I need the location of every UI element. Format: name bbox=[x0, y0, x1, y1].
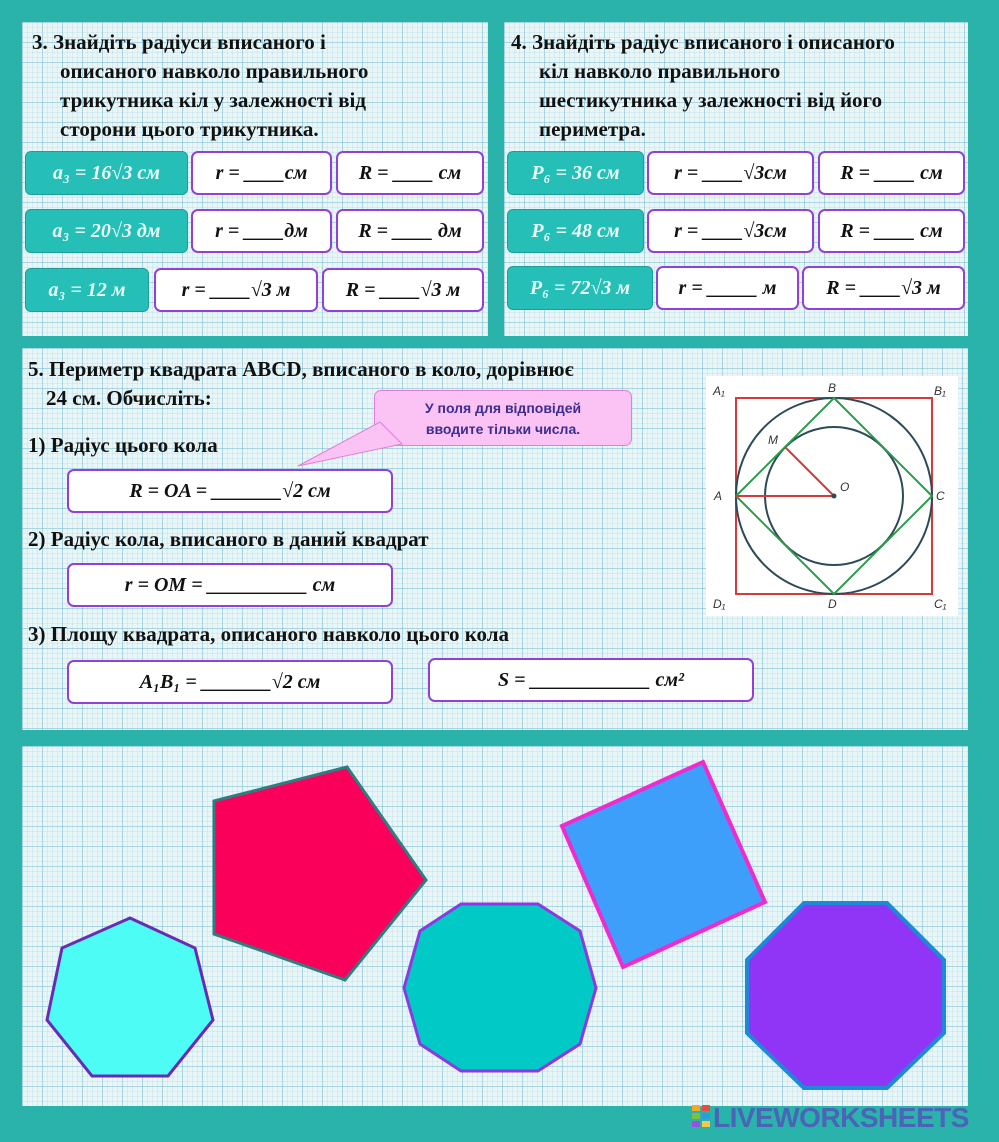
task4-r-answer-3[interactable]: r = _____ м bbox=[656, 266, 799, 310]
task3-line2: описаного навколо правильного bbox=[60, 59, 369, 83]
task3-line1: 3. Знайдіть радіуси вписаного і bbox=[32, 30, 326, 54]
label-A1: A₁ bbox=[713, 384, 725, 398]
task4-given-1: P₆ = 36 см bbox=[507, 151, 644, 195]
octagon-shape[interactable] bbox=[747, 903, 944, 1088]
task4-R-answer-1[interactable]: R = ____ см bbox=[818, 151, 965, 195]
task5-line2: 24 см. Обчисліть: bbox=[46, 386, 212, 410]
task5-question3: 3) Площу квадрата, описаного навколо цього кола bbox=[28, 622, 510, 646]
task4-r-answer-2[interactable]: r = ____√3см bbox=[647, 209, 814, 253]
label-D1: D₁ bbox=[713, 597, 726, 611]
task5-answer-A1B1[interactable]: A₁B₁ = _______√2 см bbox=[67, 660, 393, 704]
task3-r-answer-2[interactable]: r = ____дм bbox=[191, 209, 332, 253]
liveworksheets-logo bbox=[690, 1101, 969, 1135]
hint-line2: вводите тільки числа. bbox=[425, 421, 581, 437]
task4-line3: шестикутника у залежності від його bbox=[539, 88, 883, 112]
label-C: C bbox=[936, 489, 945, 503]
label-D: D bbox=[828, 597, 837, 611]
task5-answer-S[interactable]: S = ____________ см² bbox=[428, 658, 754, 702]
task3-line4: сторони цього трикутника. bbox=[60, 117, 319, 141]
task5-question1: 1) Радіус цього кола bbox=[28, 433, 218, 457]
heptagon-shape[interactable] bbox=[47, 918, 213, 1076]
task3-given-1: a₃ = 16√3 см bbox=[25, 151, 188, 195]
task4-given-2: P₆ = 48 см bbox=[507, 209, 644, 253]
square-shape[interactable] bbox=[562, 762, 765, 967]
live-badge-icon bbox=[690, 1103, 712, 1133]
task4-r-answer-1[interactable]: r = ____√3см bbox=[647, 151, 814, 195]
task5-question2: 2) Радіус кола, вписаного в даний квадрат bbox=[28, 527, 429, 551]
task4-R-answer-2[interactable]: R = ____ см bbox=[818, 209, 965, 253]
task3-r-answer-3[interactable]: r = ____√3 м bbox=[154, 268, 318, 312]
task3-given-3: a₃ = 12 м bbox=[25, 268, 149, 312]
label-B: B bbox=[828, 381, 837, 395]
label-C1: C₁ bbox=[934, 597, 947, 611]
task5-answer-r[interactable]: r = OM = __________ см bbox=[67, 563, 393, 607]
task3-line3: трикутника кіл у залежності від bbox=[60, 88, 366, 112]
hint-line1: У поля для відповідей bbox=[424, 400, 582, 416]
task4-R-answer-3[interactable]: R = ____√3 м bbox=[802, 266, 965, 310]
task4-line1: 4. Знайдіть радіус вписаного і описаного bbox=[511, 30, 895, 54]
decagon-shape[interactable] bbox=[404, 904, 596, 1071]
label-B1: B₁ bbox=[934, 384, 946, 398]
task4-given-3: P₆ = 72√3 м bbox=[507, 266, 653, 310]
task5-line1: 5. Периметр квадрата ABCD, вписаного в коло, дорівнює bbox=[28, 357, 574, 381]
task3-r-answer-1[interactable]: r = ____см bbox=[191, 151, 332, 195]
label-O: O bbox=[840, 480, 850, 494]
task3-given-2: a₃ = 20√3 дм bbox=[25, 209, 188, 253]
task5-answer-R[interactable]: R = OA = _______√2 см bbox=[67, 469, 393, 513]
task3-R-answer-1[interactable]: R = ____ см bbox=[336, 151, 484, 195]
logo-text: LIVEWORKSHEETS bbox=[713, 1102, 969, 1133]
task3-R-answer-3[interactable]: R = ____√3 м bbox=[322, 268, 484, 312]
task4-line2: кіл навколо правильного bbox=[539, 59, 781, 83]
label-M: M bbox=[768, 433, 778, 447]
label-A: A bbox=[714, 489, 723, 503]
task3-R-answer-2[interactable]: R = ____ дм bbox=[336, 209, 484, 253]
task4-line4: периметра. bbox=[539, 117, 646, 141]
pentagon-shape[interactable] bbox=[214, 767, 426, 980]
